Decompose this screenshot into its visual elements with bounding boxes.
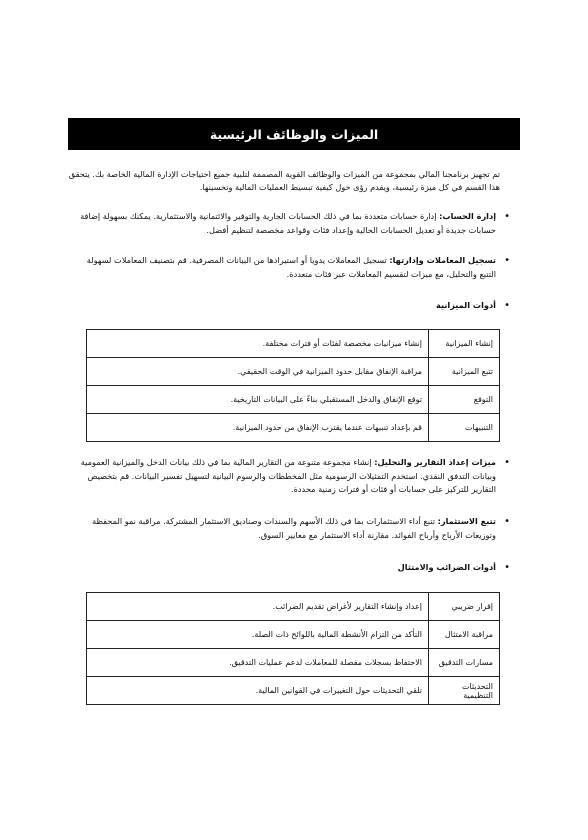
list-item: • أدوات الضرائب والامتثال <box>68 561 508 575</box>
feature-list <box>68 456 508 497</box>
tax-tools-table <box>86 592 500 705</box>
table-row: مراقبة الامتثال التأكد من التزام الأنشطة المالية باللوائح ذات الصلة. <box>87 621 500 649</box>
section-title-text: الميزات والوظائف الرئيسية <box>209 126 379 142</box>
list-item: • تسجيل المعاملات وإدارتها: تسجيل المعاملات يدويا أو استيرادها من البيانات المصرفية. قم بتصنيف المعاملات لسهولة التتبع والتحليل، مع ميزات لتقسيم المعاملات عبر فئات متعددة. <box>68 254 508 281</box>
table-row: التوقع توقع الإنفاق والدخل المستقبلي بناءً على البيانات التاريخية. <box>87 386 500 414</box>
feature-list <box>68 515 508 542</box>
feature-list <box>68 299 508 313</box>
list-item: • تتبع الاستثمار: تتبع أداء الاستثمارات بما في ذلك الأسهم والسندات وصناديق الاستثمار المشتركة. مراقبة نمو المحفظة وتوزيعات الأرباح وأرباح الفوائد. مقارنة أداء الاستثمار مع معايير السوق. <box>68 515 508 542</box>
table-row: إنشاء الميزانية إنشاء ميزانيات مخصصة لفئات أو فترات مختلفة. <box>87 330 500 358</box>
feature-list <box>68 561 508 575</box>
feature-list <box>68 210 508 237</box>
budget-tools-table <box>86 329 500 442</box>
list-item: • إدارة الحساب: إدارة حسابات متعددة بما في ذلك الحسابات الجارية والتوفير والائتمانية والاستثمارية. يمكنك بسهولة إضافة حسابات جديدة أو تعديل الحسابات الحالية وإعداد فئات وقواعد مخصصة لتنظيم أفضل. <box>68 210 508 237</box>
intro-paragraph: تم تجهيز برنامجنا المالي بمجموعة من الميزات والوظائف القوية المصممة لتلبية جميع احتياجات الإدارة المالية الخاصة بك. يتحقق هذا القسم في كل ميزة رئيسية، ويقدم رؤى حول كيفية تبسيط العمليات المالية وتحسينها. <box>68 169 500 192</box>
list-item: • ميزات إعداد التقارير والتحليل: إنشاء مجموعة متنوعة من التقارير المالية بما في ذلك بيانات الدخل والميزانية العمومية وبيانات التدفق النقدي. استخدم التمثيلات الرسومية مثل المخططات والرسوم البيانية لتسهيل تفسير البيانات. قم بتخصيص التقارير للتركيز على حسابات أو فئات أو فترات زمنية محددة. <box>68 456 508 497</box>
table-row: مسارات التدقيق الاحتفاظ بسجلات مفصلة للمعاملات لدعم عمليات التدقيق. <box>87 649 500 677</box>
table-row: إقرار ضريبي إعداد وإنشاء التقارير لأغراض تقديم الضرائب. <box>87 593 500 621</box>
feature-list <box>68 254 508 281</box>
list-item: • أدوات الميزانية <box>68 299 508 313</box>
section-title <box>68 118 520 150</box>
table-row: التحديثات التنظيمية تلقي التحديثات حول التغييرات في القوانين المالية. <box>87 677 500 705</box>
table-row: التنبيهات قم بإعداد تنبيهات عندما يقترب الإنفاق من حدود الميزانية. <box>87 414 500 442</box>
table-row: تتبع الميزانية مراقبة الإنفاق مقابل حدود الميزانية في الوقت الحقيقي. <box>87 358 500 386</box>
